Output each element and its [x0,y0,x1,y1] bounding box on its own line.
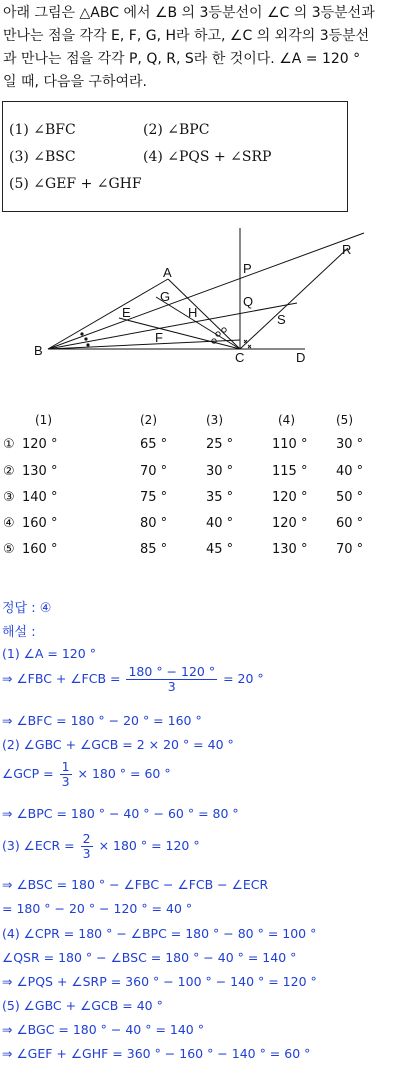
choice-value: 120 ° [22,437,58,452]
fraction-numerator: 1 [61,759,70,774]
fraction-denominator: 3 [82,846,91,861]
choice-value: 60 ° [336,516,364,531]
fraction-numerator: 180 ° − 120 ° [128,664,216,679]
solution-line: ⇒ ∠BFC = 180 ° − 20 ° = 160 ° [2,713,202,728]
label-b: B [34,343,43,358]
col-header-3: (3) [206,413,223,427]
label-s: S [277,312,286,327]
label-q: Q [243,294,254,309]
solution-line [2,665,264,694]
question-5: (5) ∠GEF + ∠GHF [9,176,142,192]
fraction-numerator: 2 [82,831,91,846]
choice-value: 80 ° [140,516,168,531]
solution-line: (4) ∠CPR = 180 ° − ∠BPC = 180 ° − 80 ° = 100 ° [2,926,317,941]
fraction-denominator: 3 [167,679,176,694]
choice-value: 120 ° [272,490,308,505]
problem-statement [3,2,399,94]
line-ac [168,279,240,349]
question-2: (2) ∠BPC [143,122,210,138]
choice-number: ② [3,464,15,479]
solution-line: (1) ∠A = 120 ° [2,646,96,661]
solution-line: ∠QSR = 180 ° − ∠BSC = 180 ° − 40 ° = 140 ° [2,950,297,965]
line-ba [48,279,171,349]
label-p: P [243,261,252,276]
choice-value: 30 ° [206,464,234,479]
col-header-1: (1) [35,413,52,427]
choice-value: 160 ° [22,516,58,531]
choice-value: 140 ° [22,490,58,505]
solution-line: ⇒ ∠PQS + ∠SRP = 360 ° − 100 ° − 140 ° = 120 ° [2,974,317,989]
solution-line [2,760,171,789]
solution-line: ⇒ ∠GEF + ∠GHF = 360 ° − 160 ° − 140 ° = 60 ° [2,1046,311,1061]
fraction [126,665,217,694]
fraction [81,832,93,861]
choice-value: 50 ° [336,490,364,505]
line-cr [240,248,348,349]
question-3: (3) ∠BSC [9,149,76,165]
problem-line: 만나는 점을 각각 E, F, G, H라 하고, ∠C 의 외각의 3등분선 [3,28,370,44]
question-4: (4) ∠PQS + ∠SRP [143,149,272,165]
solution-line: (5) ∠GBC + ∠GCB = 40 ° [2,998,163,1013]
choice-value: 40 ° [206,516,234,531]
question-1: (1) ∠BFC [9,122,76,138]
label-r: R [342,242,352,257]
choice-value: 85 ° [140,542,168,557]
choice-value: 115 ° [272,464,308,479]
solution-line: ⇒ ∠BSC = 180 ° − ∠FBC − ∠FCB − ∠ECR [2,877,269,892]
solution-line: ⇒ ∠BGC = 180 ° − 40 ° = 140 ° [2,1022,204,1037]
choice-value: 40 ° [336,464,364,479]
fraction [60,760,72,789]
col-header-4: (4) [278,413,295,427]
line-br [48,233,364,349]
geometry-figure [30,222,375,372]
solution-line: ⇒ ∠BPC = 180 ° − 40 ° − 60 ° = 80 ° [2,806,239,821]
choice-value: 130 ° [22,464,58,479]
label-d: D [296,350,306,365]
solution-text: ⇒ ∠FBC + ∠FCB = [2,671,121,686]
solution-title: 해설 : [2,625,36,640]
label-a: A [163,265,172,280]
choice-value: 130 ° [272,542,308,557]
choice-value: 160 ° [22,542,58,557]
label-g: G [160,289,171,304]
col-header-5: (5) [336,413,353,427]
choice-value: 30 ° [336,437,364,452]
choice-value: 70 ° [336,542,364,557]
col-header-2: (2) [140,413,157,427]
problem-line: 일 때, 다음을 구하여라. [3,74,147,90]
choice-value: 110 ° [272,437,308,452]
label-c: C [235,350,245,365]
fraction-denominator: 3 [61,774,70,789]
solution-line: = 180 ° − 20 ° − 120 ° = 40 ° [2,901,193,916]
choice-value: 75 ° [140,490,168,505]
label-e: E [122,305,131,320]
solution-text: (3) ∠ECR = [2,838,75,853]
choice-number: ③ [3,490,15,505]
question-box [2,101,348,212]
label-h: H [188,305,198,320]
solution-text: = 20 ° [223,671,264,686]
answer-label: 정답 : ④ [2,601,52,616]
solution-line: (2) ∠GBC + ∠GCB = 2 × 20 ° = 40 ° [2,737,234,752]
problem-line: 아래 그림은 △ABC 에서 ∠B 의 3등분선이 ∠C 의 3등분선과 [3,5,375,21]
choice-number: ④ [3,516,15,531]
solution-text: ∠GCP = [2,766,54,781]
choice-value: 35 ° [206,490,234,505]
choice-value: 25 ° [206,437,234,452]
solution-text: × 180 ° = 60 ° [77,766,171,781]
label-f: F [155,330,163,345]
choice-value: 120 ° [272,516,308,531]
problem-line: 과 만나는 점을 각각 P, Q, R, S라 한 것이다. ∠A = 120 ° [3,51,361,67]
choice-value: 70 ° [140,464,168,479]
choice-number: ⑤ [3,542,15,557]
solution-text: × 180 ° = 120 ° [98,838,200,853]
choice-value: 45 ° [206,542,234,557]
solution-line [2,832,200,861]
line-cg [156,297,240,349]
choice-number: ① [3,437,15,452]
choice-value: 65 ° [140,437,168,452]
line-bs [48,303,297,349]
